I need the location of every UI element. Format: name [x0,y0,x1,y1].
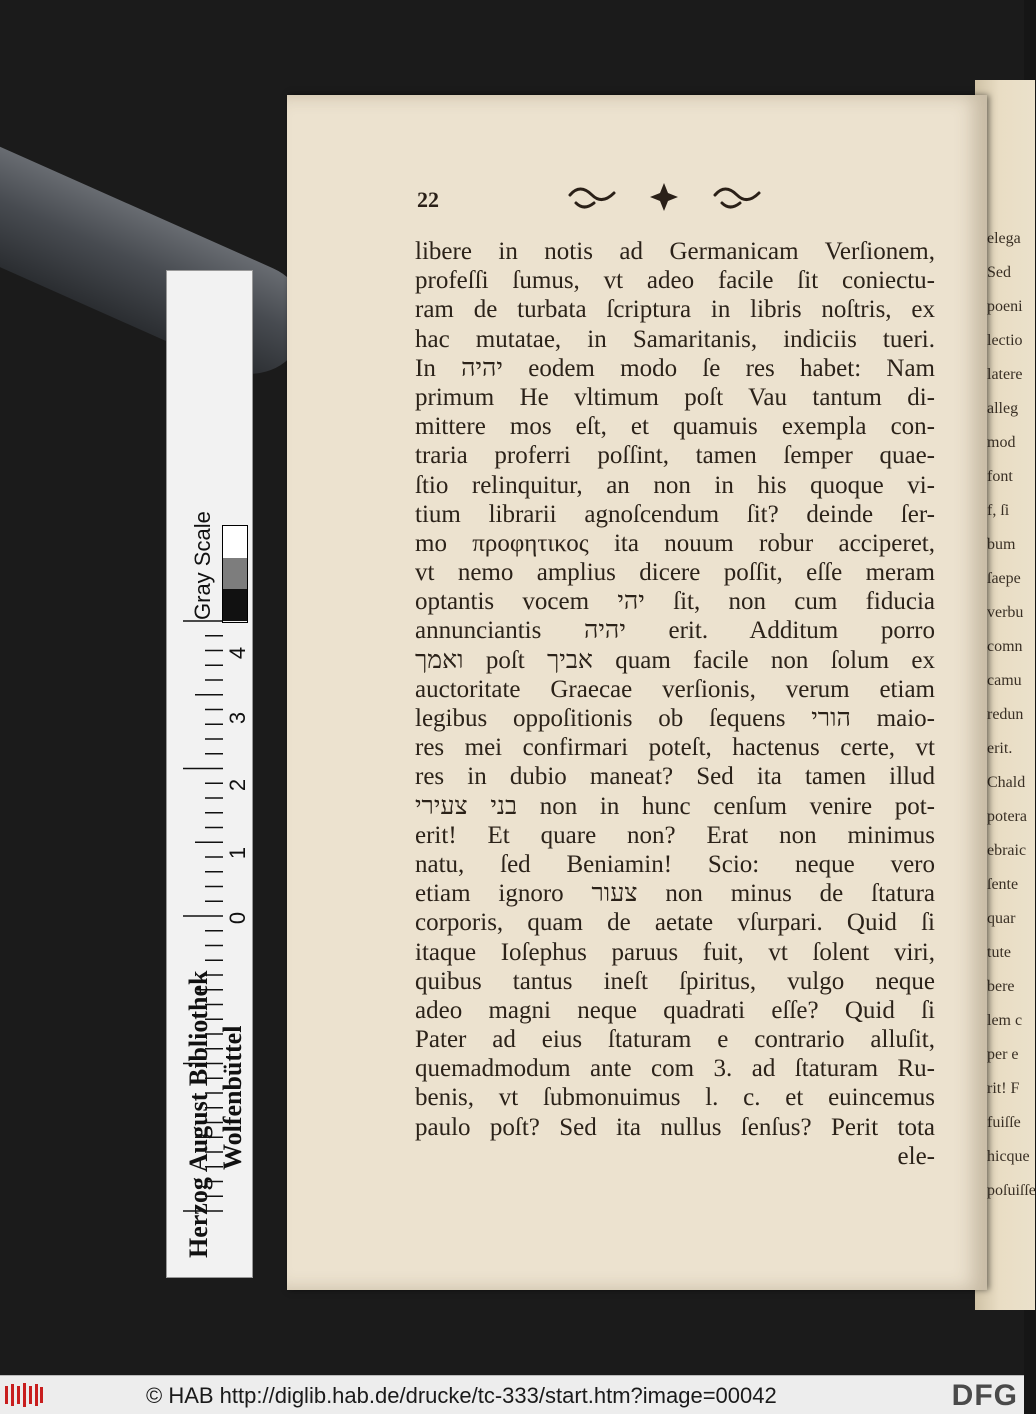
facing-page-fragment: per e [987,1046,1019,1063]
text-line: mittere mos eſt, et quamuis exempla con- [415,413,935,441]
text-line: adeo magni neque quadrati eſſe? Quid ſi [415,996,935,1024]
text-line: benis, vt ſubmonuimus l. c. et euincemus [415,1084,935,1112]
text-line: profeſſi ſumus, vt adeo facile ſit coniectu- [415,267,935,295]
swatch-black [223,589,247,621]
page-number: 22 [417,187,439,212]
glass-weight-strip [0,120,324,391]
ruler-institution-city: Wolfenbüttel [218,1025,247,1170]
text-line: primum He vltimum poſt Vau tantum di- [415,383,935,411]
facing-page-fragment: erit. [987,740,1013,757]
facing-page-fragment: font [987,468,1013,485]
header-ornament-icon [562,177,767,217]
text-line: tium librarii agnoſcendum ſit? deinde ſer- [415,500,935,528]
text-line: traria proferri poſſint, tamen ſemper quae- [415,442,935,470]
facing-page-fragment: ſaepe [987,570,1021,587]
text-line: quemadmodum ante com 3. ad ſtaturam Ru- [415,1055,935,1083]
text-line: In יהיה eodem modo ſe res habet: Nam [415,354,935,382]
facing-page-fragment: tute [987,944,1011,961]
ruler-number: 2 [225,778,250,792]
ruler-number: 4 [225,646,250,660]
facing-page-fragment: rit! F [987,1080,1020,1097]
ruler-institution-name: Herzog August Bibliothek [184,970,213,1258]
text-line: erit! Et quare non? Erat non minimus [415,821,935,849]
text-line: etiam ignoro צעור non minus de ſtatura [415,880,935,908]
facing-page-fragment: bum [987,536,1016,553]
text-line: vt nemo amplius dicere poſſit, eſſe meram [415,559,935,587]
ruler-number: 1 [225,846,250,860]
facing-page-fragment: lectio [987,332,1023,349]
facing-page-fragment: elega [987,230,1021,247]
facing-page-fragment: comn [987,638,1023,655]
facing-page-fragment: poeni [987,298,1023,315]
text-line: quibus tantus ineſt ſpiritus, vulgo neque [415,967,935,995]
ruler-number: 0 [225,911,250,925]
text-line: Pater ad eius ſtaturam e contrario alluſit, [415,1026,935,1054]
text-line: itaque Ioſephus paruus fuit, vt ſolent viri, [415,938,935,966]
text-line: res mei confirmari poteſt, hactenus certe, vt [415,734,935,762]
book-page [287,95,987,1290]
dfg-logo: DFG [951,1379,1018,1412]
footer-copyright-link[interactable]: © HAB http://diglib.hab.de/drucke/tc-333/start.htm?image=00042 [146,1383,777,1408]
text-line: natu, ſed Beniamin! Scio: neque vero [415,850,935,878]
text-line: ele- [897,1142,935,1170]
swatch-gray [223,558,247,590]
text-line: ואמך poſt אביך quam facile non ſolum ex [415,646,935,674]
facing-page-fragment: ebraic [987,842,1027,859]
facing-page-fragment: lem c [987,1012,1023,1029]
text-line: optantis vocem יהי ſit, non cum fiducia [415,588,935,616]
facing-page-fragment: potera [987,808,1027,825]
facing-page-fragment: bere [987,978,1015,995]
facing-page-fragment: f, ſi [987,502,1010,519]
text-line: annunciantis יהיה erit. Additum porro [415,617,935,645]
facing-page-fragment: alleg [987,400,1019,417]
facing-page-fragment: latere [987,366,1023,383]
text-line: libere in notis ad Germanicam Verſionem, [415,238,935,265]
gray-scale-swatches [222,525,248,623]
facing-page-fragment: ſente [987,876,1019,893]
text-line: ram de turbata ſcriptura in libris noſtris, ex [415,296,935,324]
facing-page-fragment: verbu [987,604,1024,621]
text-line: legibus oppoſitionis ob ſequens הורי maio- [415,705,935,732]
text-line: paulo poſt? Sed ita nullus ſenſus? Perit tota [415,1113,935,1141]
body-text [415,237,935,1171]
facing-page-fragment: fuiſſe [987,1114,1021,1131]
text-line: auctoritate Graecae verſionis, verum etiam [415,675,935,703]
gray-scale-label: Gray Scale [190,511,215,620]
ruler-number: 3 [225,711,250,725]
facing-page-fragment: quar [987,910,1016,927]
text-line: corporis, quam de aetate vſurpari. Quid ſi [415,909,935,937]
text-line: ſtio relinquitur, an non in his quoque vi- [415,471,935,499]
text-line: בני צעירי non in hunc cenſum venire pot- [415,792,935,820]
facing-page-fragment: poſuiſſe [987,1182,1036,1199]
facing-page-fragment: Sed [987,264,1011,281]
facing-page-fragment: Chald [987,774,1026,791]
text-line: res in dubio maneat? Sed ita tamen illud [415,763,935,791]
footer-bar [0,1375,1024,1414]
swatch-white [223,526,247,558]
hab-logo-icon [4,1382,44,1408]
facing-page-fragment: camu [987,672,1022,689]
facing-page-fragment: mod [987,434,1016,451]
text-line: mo προφητικος ita nouum robur acciperet, [415,529,935,557]
text-line: hac mutatae, in Samaritanis, indiciis tueri. [415,325,935,353]
facing-page-fragment: hicque [987,1148,1030,1165]
facing-page-fragment: redun [987,706,1024,723]
